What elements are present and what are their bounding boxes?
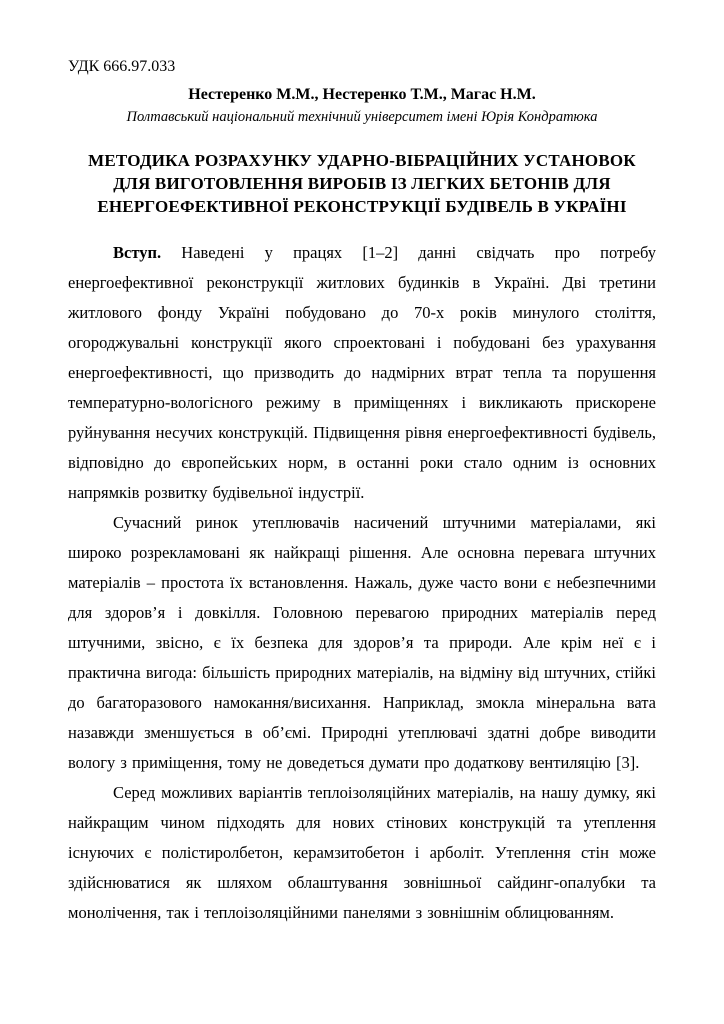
body-paragraph-intro xyxy=(68,238,656,508)
paragraph-text: Наведені у працях [1–2] данні свідчать про потребу енергоефективної реконструкції житлових будинків в Україні. Дві третини житлового фонду Україні побудовано до 70-х років минулого століття, огороджувальні конструкції якого спроектовані і побудовані без урахування енергоефективності, що призводить до надмірних втрат тепла та порушення температурно-вологісного режиму в приміщеннях і викликають прискорене руйнування несучих конструкцій. Підвищення рівня енергоефективності будівель, відповідно до європейських норм, в останні роки стало одним із основних напрямків розвитку будівельної індустрії. xyxy=(68,243,656,502)
paragraph-text: Серед можливих варіантів теплоізоляційних матеріалів, на нашу думку, які найкращим чином підходять для нових стінових конструкцій та утеплення існуючих є полістиролбетон, керамзитобетон і арболіт. Утеплення стін може здійснюватися як шляхом облаштування зовнішньої сайдинг-опалубки та монолічення, так і теплоізоляційними панелями з зовнішнім облицюванням. xyxy=(68,783,656,922)
affiliation-line: Полтавський національний технічний університет імені Юрія Кондратюка xyxy=(126,109,598,125)
authors-line: Нестеренко М.М., Нестеренко Т.М., Магас Н.М. xyxy=(188,86,536,103)
paragraph-text: Сучасний ринок утеплювачів насичений штучними матеріалами, які широко розрекламовані як найкращі рішення. Але основна перевага штучних матеріалів – простота їх встановлення. Нажаль, дуже часто вони є небезпечними для здоров’я і довкілля. Головною перевагою природних матеріалів перед штучними, звісно, є їх безпека для здоров’я та природи. Але крім неї є і практична вигода: більшість природних матеріалів, на відміну від штучних, стійкі до багаторазового намокання/висихання. Наприклад, змокла мінеральна вата назавжди зменшується в об’ємі. Природні утеплювачі здатні добре виводити вологу з приміщення, тому не доведеться думати про додаткову вентиляцію [3]. xyxy=(68,513,656,772)
paper-body xyxy=(68,238,656,928)
intro-lead: Вступ. xyxy=(113,243,162,262)
paper-title: МЕТОДИКА РОЗРАХУНКУ УДАРНО-ВІБРАЦІЙНИХ УСТАНОВОК ДЛЯ ВИГОТОВЛЕННЯ ВИРОБІВ ІЗ ЛЕГКИХ БЕТОНІВ ДЛЯ ЕНЕРГОЕФЕКТИВНОЇ РЕКОНСТРУКЦІЇ БУДІВЕЛЬ В УКРАЇНІ xyxy=(88,151,636,216)
udc-number: УДК 666.97.033 xyxy=(68,58,176,75)
body-paragraph-materials xyxy=(68,508,656,778)
body-paragraph-insulation-options xyxy=(68,778,656,928)
